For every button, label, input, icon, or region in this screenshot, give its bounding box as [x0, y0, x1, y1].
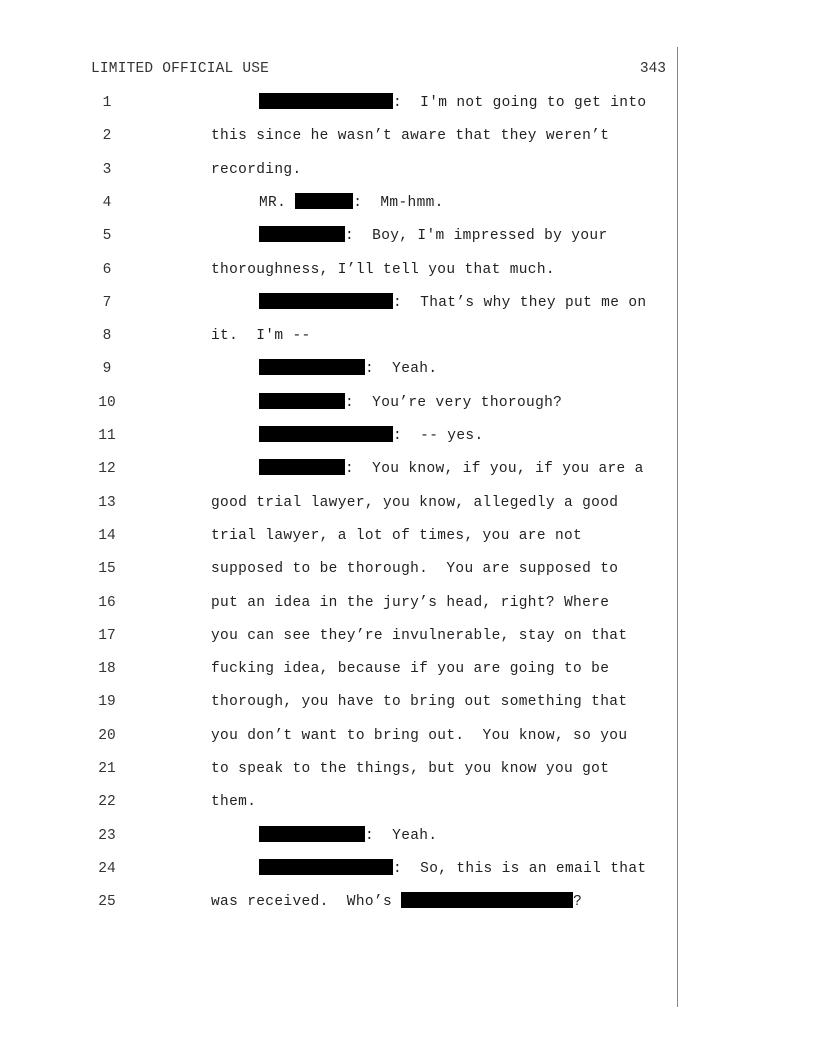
line-text-segment: supposed to be thorough. You are supposed to — [211, 561, 619, 578]
line-text — [259, 824, 437, 848]
line-text-segment: you can see they’re invulnerable, stay on that — [211, 627, 628, 644]
line-number: 18 — [98, 661, 116, 678]
line-text-segment: : So, this is an email that — [393, 860, 647, 877]
line-number: 21 — [98, 761, 116, 777]
line-text-segment: good trial lawyer, you know, allegedly a good — [211, 494, 619, 511]
line-text — [211, 491, 618, 515]
redaction-block — [259, 426, 393, 442]
line-text — [211, 557, 618, 581]
line-text — [259, 291, 646, 315]
page-number: 343 — [639, 61, 666, 77]
redaction-block — [401, 892, 573, 908]
line-text — [211, 591, 609, 615]
transcript-line — [0, 91, 816, 115]
line-text — [211, 624, 627, 648]
transcript-line — [0, 524, 816, 548]
line-text — [211, 790, 256, 814]
transcript-line — [0, 591, 816, 615]
line-text — [211, 724, 627, 748]
line-number: 3 — [102, 161, 112, 178]
line-text — [211, 124, 609, 148]
transcript-line — [0, 158, 816, 182]
line-text-segment: MR. — [259, 194, 296, 211]
line-text — [259, 224, 608, 248]
transcript-line — [0, 557, 816, 581]
line-text — [259, 457, 644, 481]
line-number: 24 — [98, 860, 116, 877]
transcript-line — [0, 857, 816, 881]
transcript-line — [0, 724, 816, 748]
line-text-segment: : That’s why they put me on — [393, 294, 647, 311]
transcript-line — [0, 291, 816, 315]
transcript-line — [0, 191, 816, 215]
line-text — [211, 524, 582, 548]
line-text-segment: : You know, if you, if you are a — [345, 461, 644, 478]
line-number: 13 — [98, 494, 116, 511]
line-text — [211, 757, 609, 781]
line-text-segment: : Yeah. — [365, 827, 438, 844]
line-text-segment: : Yeah. — [365, 361, 438, 378]
line-text-segment: ? — [573, 894, 583, 911]
line-text-segment: : Boy, I'm impressed by your — [345, 228, 608, 245]
line-text — [211, 158, 302, 182]
redaction-block — [295, 193, 353, 209]
line-text-segment: trial lawyer, a lot of times, you are not — [211, 527, 583, 544]
transcript-line — [0, 457, 816, 481]
transcript-line — [0, 258, 816, 282]
line-text-segment: was received. Who’s — [211, 894, 402, 911]
line-number: 15 — [98, 561, 116, 578]
line-number: 5 — [102, 228, 112, 245]
transcript-line — [0, 224, 816, 248]
line-text-segment: you don’t want to bring out. You know, so you — [211, 727, 628, 744]
redaction-block — [259, 293, 393, 309]
line-text — [259, 91, 646, 115]
line-text-segment: this since he wasn’t aware that they weren’t — [211, 128, 610, 145]
line-number: 14 — [98, 527, 116, 544]
line-text — [211, 324, 311, 348]
transcript-line — [0, 391, 816, 415]
transcript-line — [0, 757, 816, 781]
transcript-line — [0, 357, 816, 381]
line-number: 2 — [102, 128, 112, 145]
line-text-segment: recording. — [211, 161, 302, 178]
line-text-segment: put an idea in the jury’s head, right? Where — [211, 594, 610, 611]
line-text-segment: thoroughness, I’ll tell you that much. — [211, 261, 555, 278]
line-text-segment: : You’re very thorough? — [345, 394, 563, 411]
line-text — [211, 258, 555, 282]
transcript-line — [0, 624, 816, 648]
line-text — [211, 890, 582, 914]
line-text — [259, 357, 437, 381]
classification-header: LIMITED OFFICIAL USE — [91, 61, 270, 77]
line-number: 25 — [98, 894, 116, 911]
line-number: 7 — [102, 294, 112, 311]
line-number: 11 — [98, 428, 116, 444]
redaction-block — [259, 93, 393, 109]
transcript-line — [0, 690, 816, 714]
line-number: 10 — [98, 394, 116, 411]
line-number: 16 — [98, 594, 116, 611]
transcript-line — [0, 657, 816, 681]
transcript-line — [0, 890, 816, 914]
line-number: 9 — [102, 361, 112, 378]
line-text-segment: : Mm-hmm. — [353, 194, 444, 211]
line-text — [211, 690, 627, 714]
redaction-block — [259, 393, 345, 409]
transcript-line — [0, 324, 816, 348]
line-text — [259, 857, 646, 881]
line-number: 4 — [102, 194, 112, 211]
transcript-line — [0, 124, 816, 148]
transcript-line — [0, 790, 816, 814]
redaction-block — [259, 359, 365, 375]
line-number: 20 — [98, 727, 116, 744]
line-text — [259, 191, 444, 215]
line-text-segment: : I'm not going to get into — [393, 95, 647, 111]
transcript-line — [0, 491, 816, 515]
line-number: 8 — [102, 328, 112, 345]
line-text-segment: fucking idea, because if you are going to be — [211, 661, 610, 678]
line-text-segment: them. — [211, 794, 257, 811]
line-text-segment: thorough, you have to bring out something that — [211, 694, 628, 711]
line-text-segment: : -- yes. — [393, 428, 484, 444]
redaction-block — [259, 459, 345, 475]
redaction-block — [259, 826, 365, 842]
line-number: 1 — [102, 95, 112, 111]
transcript-line — [0, 824, 816, 848]
line-text — [259, 424, 484, 448]
line-number: 22 — [98, 794, 116, 811]
line-number: 17 — [98, 627, 116, 644]
line-number: 23 — [98, 827, 116, 844]
redaction-block — [259, 859, 393, 875]
line-number: 19 — [98, 694, 116, 711]
line-text — [259, 391, 562, 415]
line-text-segment: it. I'm -- — [211, 328, 311, 345]
transcript-line — [0, 424, 816, 448]
redaction-block — [259, 226, 345, 242]
line-number: 12 — [98, 461, 116, 478]
line-text-segment: to speak to the things, but you know you got — [211, 761, 610, 777]
line-text — [211, 657, 609, 681]
line-number: 6 — [102, 261, 112, 278]
